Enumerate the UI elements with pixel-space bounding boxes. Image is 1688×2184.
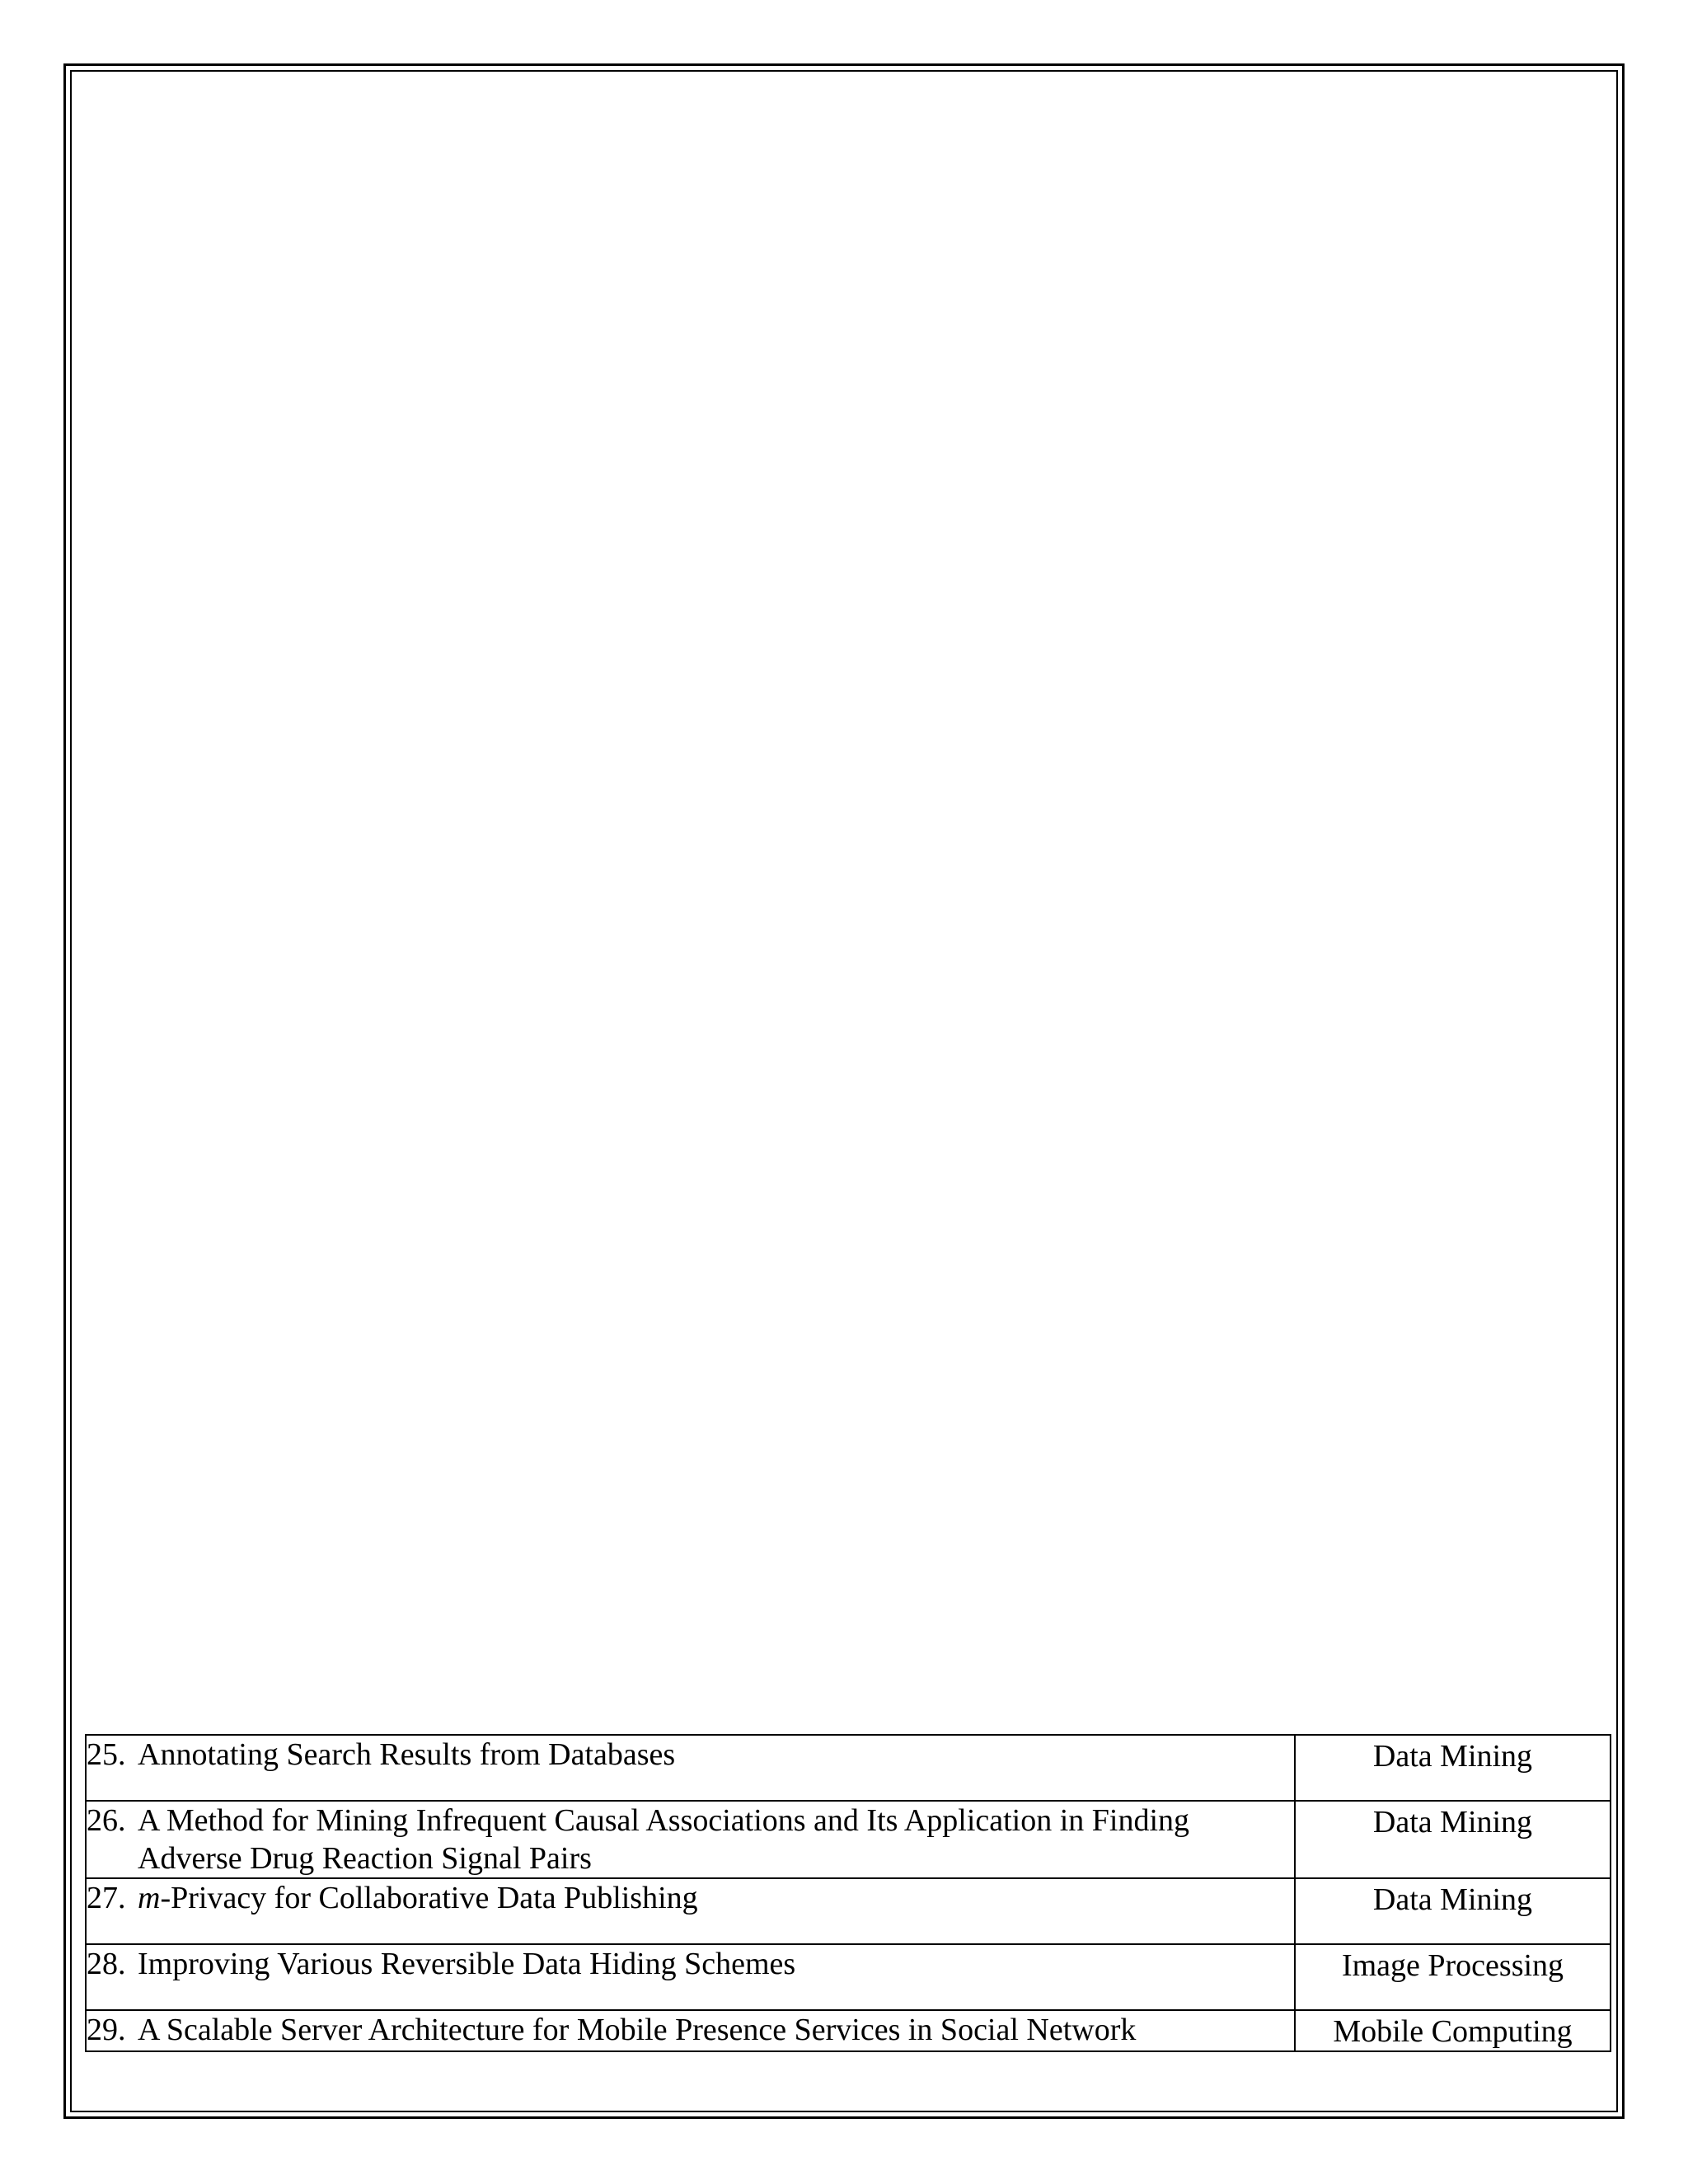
area-cell [1295, 1801, 1611, 1878]
table-row [86, 1944, 1611, 2010]
item-number: 25. [87, 1737, 126, 1772]
title-cell [86, 1878, 1295, 1944]
project-title [138, 1945, 1294, 1983]
project-title [138, 1802, 1294, 1877]
domain-area: Mobile Computing [1333, 2014, 1573, 2049]
title-cell [86, 1801, 1295, 1878]
title-text: A Method for Mining Infrequent Causal Associations and Its Application in Finding Adverse Drug Reaction Signal Pairs [138, 1803, 1190, 1876]
area-cell [1295, 1735, 1611, 1801]
domain-area: Data Mining [1372, 1739, 1533, 1774]
title-cell [86, 1944, 1295, 2010]
title-text: -Privacy for Collaborative Data Publishing [160, 1881, 698, 1915]
project-topics-table [85, 1734, 1611, 2052]
domain-area: Data Mining [1372, 1882, 1533, 1917]
title-cell [86, 2010, 1295, 2051]
table-row [86, 1735, 1611, 1801]
project-title [138, 1879, 1294, 1917]
project-title [138, 2011, 1294, 2049]
domain-area: Data Mining [1372, 1805, 1533, 1840]
title-cell [86, 1735, 1295, 1801]
title-text: Improving Various Reversible Data Hiding Schemes [138, 1947, 796, 1981]
domain-area: Image Processing [1341, 1948, 1564, 1983]
area-cell [1295, 1944, 1611, 2010]
item-number: 27. [87, 1881, 126, 1915]
title-text: Annotating Search Results from Databases [138, 1737, 676, 1772]
table-row [86, 1878, 1611, 1944]
area-cell [1295, 1878, 1611, 1944]
item-number: 28. [87, 1947, 126, 1981]
title-prefix: m [138, 1881, 161, 1915]
title-text: A Scalable Server Architecture for Mobile Presence Services in Social Network [138, 2013, 1137, 2047]
item-number: 29. [87, 2013, 126, 2047]
area-cell [1295, 2010, 1611, 2051]
item-number: 26. [87, 1803, 126, 1838]
project-title [138, 1736, 1294, 1774]
table-row [86, 2010, 1611, 2051]
table-row [86, 1801, 1611, 1878]
